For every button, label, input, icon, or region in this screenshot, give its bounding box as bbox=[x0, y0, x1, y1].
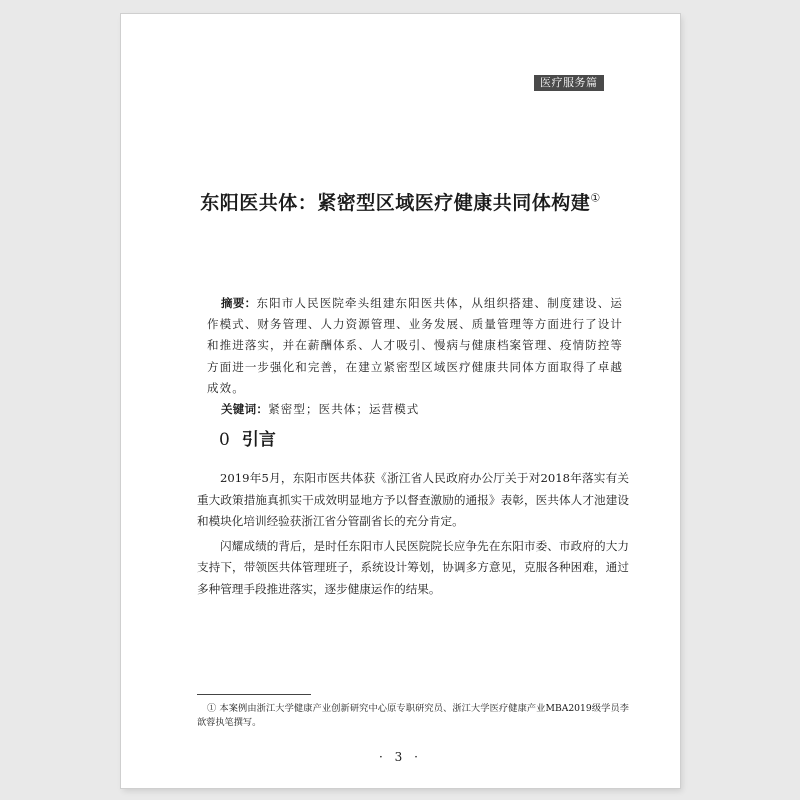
article-title-text: 东阳医共体：紧密型区域医疗健康共同体构建 bbox=[200, 192, 591, 214]
abstract-label: 摘要： bbox=[221, 296, 257, 310]
footnote bbox=[197, 702, 629, 730]
abstract-paragraph bbox=[207, 293, 623, 399]
article-title bbox=[121, 188, 680, 215]
footnote-divider bbox=[197, 694, 311, 695]
book-page bbox=[121, 14, 680, 788]
body-paragraph-2: 闪耀成绩的背后，是时任东阳市人民医院院长应争先在东阳市委、市政府的大力支持下，带领医共体管理班子，系统设计筹划，协调多方意见，克服各种困难，通过多种管理手段推进落实，逐步健康运作的结果。 bbox=[197, 538, 629, 596]
abstract-text: 东阳市人民医院牵头组建东阳医共体，从组织搭建、制度建设、运作模式、财务管理、人力资源管理、业务发展、质量管理等方面进行了设计和推进落实，并在薪酬体系、人才吸引、慢病与健康档案管理、疫情防控等方面进一步强化和完善，在建立紧密型区域医疗健康共同体方面取得了卓越成效。 bbox=[207, 296, 623, 395]
page-number: · 3 · bbox=[379, 750, 422, 764]
keywords-label: 关键词： bbox=[221, 402, 269, 417]
title-footnote-mark: ① bbox=[590, 191, 601, 205]
section-heading-text: 引言 bbox=[241, 430, 276, 450]
keywords-line bbox=[207, 399, 623, 420]
section-tag: 医疗服务篇 bbox=[534, 75, 604, 91]
footnote-text: ① 本案例由浙江大学健康产业创新研究中心原专职研究员、浙江大学医疗健康产业MBA2019级学员李歆蓉执笔撰写。 bbox=[197, 703, 629, 728]
body-text bbox=[197, 468, 629, 604]
keywords-text: 紧密型；医共体；运营模式 bbox=[268, 402, 420, 417]
section-heading bbox=[219, 425, 276, 450]
section-number: 0 bbox=[219, 430, 230, 450]
body-paragraph-1: 2019年5月，东阳市医共体获《浙江省人民政府办公厅关于对2018年落实有关重大政策措施真抓实干成效明显地方予以督查激励的通报》表彰，医共体人才池建设和模块化培训经验获浙江省分管副省长的充分肯定。 bbox=[197, 471, 629, 529]
abstract-block bbox=[207, 293, 623, 420]
